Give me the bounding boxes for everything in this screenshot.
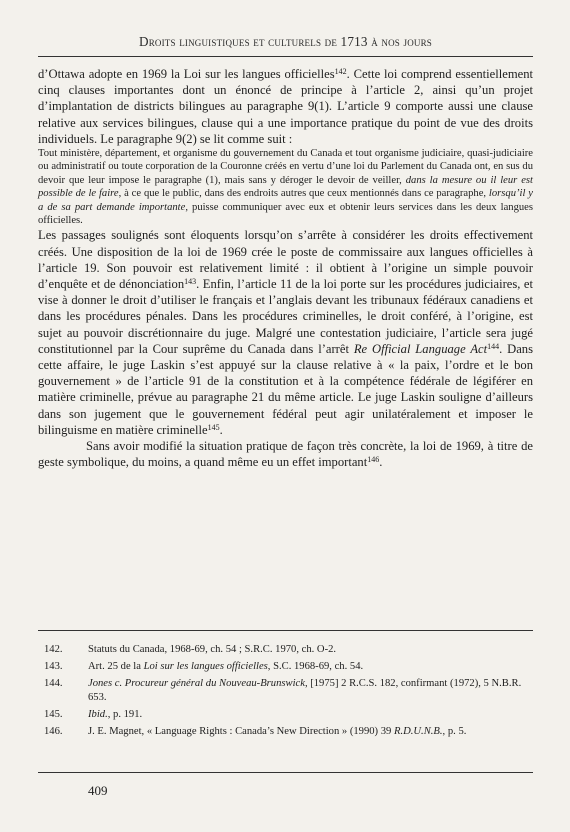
text-run: . Enfin, l’article 11 de la loi porte sur les procédures judiciaires, et vise à donner le droit d’utiliser le français et l’anglais devant les tribunaux fédéraux canadiens et dans les procédures pénales. Dans les procédures criminelles, le droit conféré, à l’origine, est sujet au pouvoir discrétionnaire du juge. Malgré une contestation judiciaire, l’article sera jugé constitutionnel par la Cour suprême du Canada dans l’arrêt bbox=[38, 277, 533, 356]
text-run: . Cette loi comprend essentiellement cinq clauses importantes dont un énoncé de principe à l’article 2, ainsi qu’un projet d’implantation de districts bilingues au paragraphe 9(1). L’article 9 comporte aussi une clause relative aux services bilingues, clause qui a une importance pratique du point de vue des droits individuels. Le paragraphe 9(2) se lit comme suit : bbox=[38, 67, 533, 146]
main-text bbox=[38, 66, 533, 471]
text-run: , S.C. 1968-69, ch. 54. bbox=[267, 661, 364, 673]
footnote bbox=[44, 677, 530, 703]
footnote-text bbox=[88, 660, 530, 673]
footnote-number: 144. bbox=[44, 678, 63, 690]
footnote-text bbox=[88, 677, 530, 703]
footnote-number: 142. bbox=[44, 644, 63, 655]
footer-rule bbox=[38, 772, 533, 773]
footnote bbox=[44, 643, 530, 656]
paragraph-1 bbox=[38, 66, 533, 147]
text-run: Les passages soulignés sont éloquents lorsqu’on s’arrête à considérer les droits effectivement créés. Une disposition de la loi de 1969 crée le poste de commissaire aux langues officielles à l’article 19. Son pouvoir est relativement limité : il obtient à l’origine un simple pouvoir d’enquête et de dénonciation bbox=[38, 228, 533, 292]
header-rule bbox=[38, 56, 533, 57]
text-run: J. E. Magnet, « Language Rights : Canada’s New Direction » (1990) 39 bbox=[88, 726, 394, 738]
emphasized-passage: lorsqu’il y a de sa part demande importante bbox=[38, 188, 533, 213]
footnote-ref-146[interactable]: 146 bbox=[367, 455, 380, 465]
text-run: . bbox=[379, 455, 383, 470]
italic-run: R.D.U.N.B. bbox=[393, 726, 443, 738]
paragraph-2 bbox=[38, 227, 533, 438]
text-run: Sans avoir modifié la situation pratique de façon très concrète, la loi de 1969, à titre de geste symbolique, du moins, a quand même eu un effet important bbox=[38, 439, 533, 470]
text-run: , à ce que le public, dans des endroits autres que ceux mentionnés dans ce paragraphe, bbox=[118, 188, 489, 200]
text-run: Tout ministère, département, et organisme du gouvernement du Canada et tout organisme judiciaire, quasi-judiciaire ou administratif ou toute corporation de la Couronne créés en vertu d’une loi du Parlement du Canada ont, en sus du devoir que leur impose le paragraphe (1), mais sans y déroger le devoir de veiller, bbox=[38, 148, 533, 186]
text-run: Statuts du Canada, 1968-69, ch. 54 ; S.R.C. 1970, ch. O-2. bbox=[88, 644, 337, 655]
italic-run: Ibid. bbox=[88, 708, 108, 720]
footnote-rule bbox=[38, 630, 533, 631]
running-header: Droits linguistiques et culturels de 1713 à nos jours bbox=[138, 34, 433, 49]
italic-run: Loi sur les langues officielles bbox=[143, 661, 268, 673]
text-run: . bbox=[219, 422, 223, 437]
footnote-ref-143[interactable]: 143 bbox=[184, 277, 197, 287]
footnote-text bbox=[88, 708, 530, 721]
italic-run: Jones c. Procureur général du Nouveau-Brunswick bbox=[88, 678, 305, 690]
paragraph-3 bbox=[38, 438, 533, 470]
text-run: , puisse communiquer avec eux et obtenir leurs services dans les deux langues officielles. bbox=[38, 201, 533, 227]
footnote bbox=[44, 708, 530, 721]
footnote-number: 145. bbox=[44, 708, 63, 720]
footnote bbox=[44, 660, 530, 673]
page-number: 409 bbox=[88, 783, 108, 798]
footnote-text bbox=[88, 643, 530, 656]
text-run: , [1975] 2 R.C.S. 182, confirmant (1972), 5 N.B.R. 653. bbox=[88, 678, 522, 703]
text-run: , p. 191. bbox=[107, 708, 143, 720]
text-run: , p. 5. bbox=[442, 726, 467, 738]
case-name: Re Official Language Act bbox=[353, 341, 488, 356]
footnotes bbox=[44, 643, 530, 742]
footnote-ref-144[interactable]: 144 bbox=[487, 341, 500, 351]
text-run: Art. 25 de la bbox=[88, 661, 144, 673]
block-quote bbox=[38, 147, 533, 227]
footnote-text bbox=[88, 725, 530, 738]
footnote-number: 146. bbox=[44, 726, 63, 738]
footnote-ref-145[interactable]: 145 bbox=[207, 422, 220, 432]
text-run: d’Ottawa adopte en 1969 la Loi sur les langues officielles bbox=[38, 67, 335, 81]
text-run: . Dans cette affaire, le juge Laskin s’est appuyé sur la clause relative à « la paix, l’ordre et le bon gouvernement » de l’article 91 de la constitution et à la compétence fédérale de légiférer en matière criminelle, prévue au paragraphe 21 du même article. Le juge Laskin souligne d’ailleurs dans son jugement que le gouvernement fédéral peut agir unilatéralement et imposer le bilinguisme en matière criminelle bbox=[38, 341, 534, 437]
emphasized-passage: dans la mesure ou il leur est possible de le faire bbox=[38, 174, 533, 200]
footnote-ref-142[interactable]: 142 bbox=[334, 67, 347, 76]
footnote bbox=[44, 725, 530, 738]
footnote-number: 143. bbox=[44, 661, 63, 673]
